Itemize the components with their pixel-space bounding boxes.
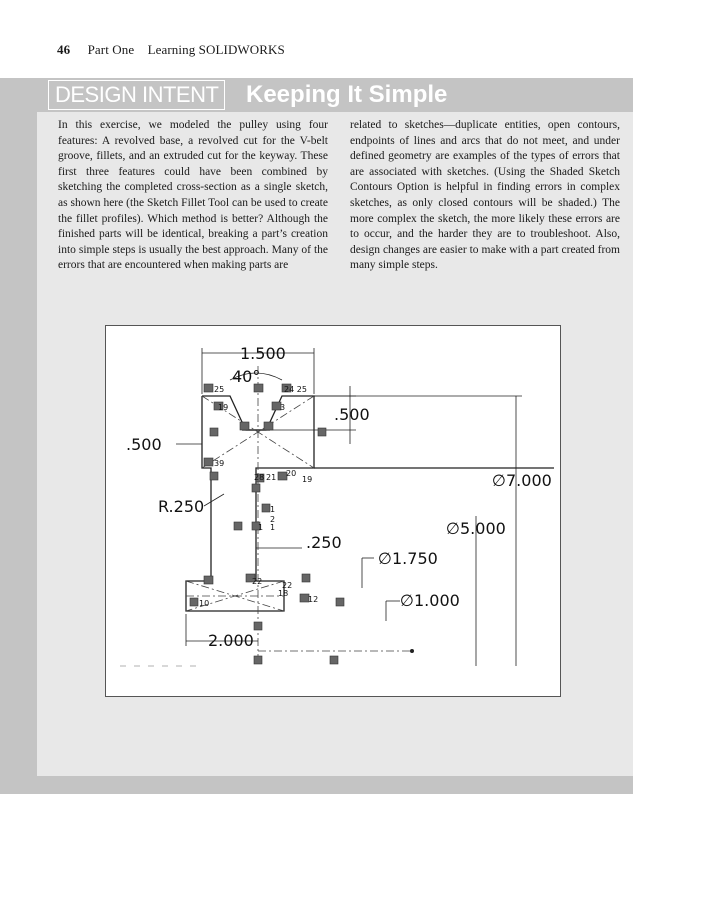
diameter-symbol-5000: ∅ [446, 519, 460, 538]
pulley-cross-section-sketch [106, 326, 562, 698]
running-head [57, 42, 285, 58]
dim-hub-outer-diameter: 1.750 [392, 549, 438, 568]
body-text-right: related to sketches—duplicate entities, open contours, endpoints of lines and arcs that do not meet, and under defined geometry are examples of the types of errors that are associated with sketches. (Using the Shaded Sketch Contours Option is helpful in finding errors in complex sketches, as only closed contours will be shaded.) The more complex the sketch, the more likely these errors are to occur, and the harder they are to troubleshoot. Also, design changes are easier to make with a part created from many simple steps. [350, 119, 620, 272]
axis-endpoint [410, 649, 414, 653]
dim-bore-diameter: 1.000 [414, 591, 460, 610]
dim-groove-angle: 40° [232, 367, 261, 386]
svg-text:1: 1 [258, 523, 264, 532]
design-intent-label: DESIGN INTENT [48, 80, 225, 110]
svg-text:21: 21 [266, 473, 277, 482]
svg-text:22: 22 [282, 581, 293, 590]
svg-text:39: 39 [214, 459, 225, 468]
svg-text:2: 2 [270, 515, 276, 524]
body-text-left: In this exercise, we modeled the pulley using four features: A revolved base, a revolved cut for the V-belt groove, fillets, and an extruded cut for the keyway. These first three features could have been combined by sketching the completed cross-section as a single sketch, as shown here (the Sketch Fillet Tool can be used to create the fillet profiles). Which method is better? Although the finished parts will be identical, breaking a part’s creation into simple steps is usually the best approach. Many of the errors that are encountered when making parts are [58, 119, 328, 272]
dim-hub-width: 2.000 [208, 631, 254, 650]
book-title: Learning SOLIDWORKS [147, 42, 285, 57]
svg-text:24 25: 24 25 [284, 385, 307, 394]
dim-groove-diameter: 5.000 [460, 519, 506, 538]
svg-text:19: 19 [302, 475, 313, 484]
sidebar-title: Keeping It Simple [246, 81, 448, 108]
panel-corner [612, 776, 633, 794]
diameter-symbol-1000: ∅ [400, 591, 414, 610]
relation-glyphs [190, 384, 344, 664]
svg-text:19: 19 [218, 403, 229, 412]
svg-text:18: 18 [278, 589, 289, 598]
svg-text:3: 3 [280, 403, 286, 412]
sketch-figure [105, 325, 561, 697]
relation-numbers [199, 385, 318, 608]
svg-text:28: 28 [254, 473, 265, 482]
svg-text:10: 10 [199, 599, 210, 608]
svg-text:12: 12 [308, 595, 319, 604]
svg-text:20: 20 [286, 469, 297, 478]
svg-text:22: 22 [252, 577, 263, 586]
svg-text:1: 1 [270, 523, 276, 532]
dim-r250-leader [204, 494, 224, 506]
part-label: Part One [87, 42, 135, 57]
dim-web-thickness: .250 [306, 533, 342, 552]
page-number: 46 [57, 42, 71, 57]
dim-rim-thickness: .500 [126, 435, 162, 454]
dim-fillet-radius: R.250 [158, 497, 205, 516]
diameter-symbol-7000: ∅ [492, 471, 506, 490]
diameter-symbol-1750: ∅ [378, 549, 392, 568]
dim-groove-depth: .500 [334, 405, 370, 424]
svg-text:25: 25 [214, 385, 225, 394]
dim-top-width: 1.500 [240, 344, 286, 363]
dim-outer-diameter: 7.000 [506, 471, 552, 490]
svg-text:1: 1 [270, 505, 276, 514]
